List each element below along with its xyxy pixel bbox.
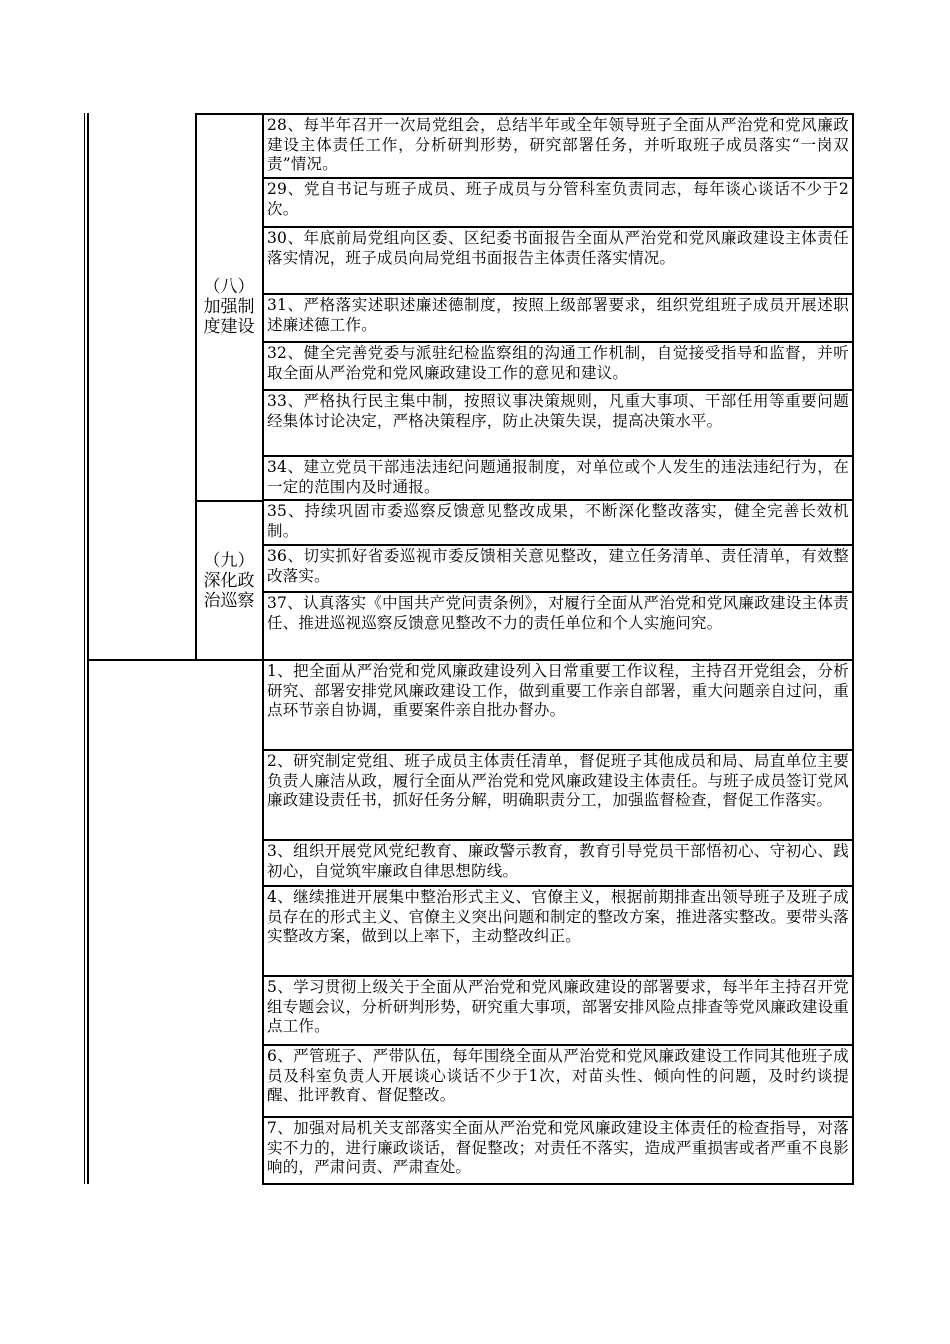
item-cell: 5、学习贯彻上级关于全面从严治党和党风廉政建设的部署要求，每半年主持召开党组专题会议，分析研判形势，研究重大事项，部署安排风险点排查等党风廉政建设重点工作。: [267, 978, 849, 1035]
row-divider: [262, 1044, 854, 1046]
item-cell: 4、继续推进开展集中整治形式主义、官僚主义，根据前期排查出领导班子及班子成员存在的形式主义、官僚主义突出问题和制定的整改方案，推进落实整改。要带头落实整改方案，做到以上率下，主动整改纠正。: [267, 888, 849, 945]
category-label-9: [196, 551, 262, 611]
section-divider-8-9: [195, 500, 263, 502]
item-cell: 35、持续巩固市委巡察反馈意见整改成果，不断深化整改落实，健全完善长效机制。: [267, 502, 849, 540]
row-divider: [262, 591, 854, 593]
category-label-8: [196, 277, 262, 337]
row-divider: [262, 499, 854, 501]
item-cell: 30、年底前局党组向区委、区纪委书面报告全面从严治党和党风廉政建设主体责任落实情况，班子成员向局党组书面报告主体责任落实情况。: [267, 229, 849, 267]
row-divider: [262, 455, 854, 457]
table-left-border-outer: [84, 113, 85, 1184]
item-cell: 6、严管班子、严带队伍，每年围绕全面从严治党和党风廉政建设工作同其他班子成员及科室负责人开展谈心谈话不少于1次，对苗头性、倾向性的问题，及时约谈提醒、批评教育、督促整改。: [267, 1047, 849, 1104]
category-8-line-3: 度建设: [203, 317, 255, 337]
item-cell: 1、把全面从严治党和党风廉政建设列入日常重要工作议程，主持召开党组会，分析研究、部署安排党风廉政建设工作，做到重要工作亲自部署，重大问题亲自过问，重点环节亲自协调，重要案件亲自批办督办。: [267, 662, 849, 719]
category-9-line-3: 治巡察: [203, 591, 255, 611]
row-divider: [262, 341, 854, 343]
row-divider: [262, 226, 854, 228]
item-cell: 32、健全完善党委与派驻纪检监察组的沟通工作机制，自觉接受指导和监督，并听取全面从严治党和党风廉政建设工作的意见和建议。: [267, 344, 849, 382]
row-divider: [262, 544, 854, 546]
category-9-line-2: 深化政: [203, 571, 255, 591]
row-divider: [262, 293, 854, 295]
row-divider: [262, 975, 854, 977]
item-cell: 2、研究制定党组、班子成员主体责任清单，督促班子其他成员和局、局直单位主要负责人廉洁从政，履行全面从严治党和党风廉政建设主体责任。与班子成员签订党风廉政建设责任书，抓好任务分解，明确职责分工，加强监督检查，督促工作落实。: [267, 752, 849, 809]
item-cell: 28、每半年召开一次局党组会，总结半年或全年领导班子全面从严治党和党风廉政建设主体责任工作，分析研判形势，研究部署任务，并听取班子成员落实“一岗双责”情况。: [267, 116, 849, 173]
table-right-border: [852, 113, 854, 1184]
item-cell: 29、党自书记与班子成员、班子成员与分管科室负责同志，每年谈心谈话不少于2次。: [267, 180, 849, 218]
item-cell: 3、组织开展党风党纪教育、廉政警示教育，教育引导党员干部悟初心、守初心、践初心，自觉筑牢廉政自律思想防线。: [267, 842, 849, 880]
table-left-border-inner: [87, 113, 89, 1184]
row-divider: [262, 839, 854, 841]
item-cell: 31、严格落实述职述廉述德制度，按照上级部署要求，组织党组班子成员开展述职述廉述德工作。: [267, 296, 849, 334]
item-cell: 37、认真落实《中国共产党问责条例》，对履行全面从严治党和党风廉政建设主体责任、推进巡视巡察反馈意见整改不力的责任单位和个人实施问究。: [267, 594, 849, 632]
item-cell: 33、严格执行民主集中制，按照议事决策规则，凡重大事项、干部任用等重要问题经集体讨论决定，严格决策程序，防止决策失误，提高决策水平。: [267, 392, 849, 430]
category-9-line-1: （九）: [203, 551, 255, 571]
category-8-line-1: （八）: [203, 277, 255, 297]
category-8-line-2: 加强制: [203, 297, 255, 317]
row-divider: [262, 1116, 854, 1118]
row-divider: [262, 177, 854, 179]
item-cell: 34、建立党员干部违法违纪问题通报制度，对单位或个人发生的违法违纪行为，在一定的范围内及时通报。: [267, 458, 849, 496]
row-divider: [262, 885, 854, 887]
item-cell: 7、加强对局机关支部落实全面从严治党和党风廉政建设主体责任的检查指导，对落实不力的，进行廉政谈话，督促整改；对责任不落实，造成严重损害或者严重不良影响的，严肃问责、严肃查处。: [267, 1119, 849, 1176]
row-divider: [262, 389, 854, 391]
item-cell: 36、切实抓好省委巡视市委反馈相关意见整改，建立任务清单、责任清单，有效整改落实。: [267, 547, 849, 585]
row-divider: [262, 749, 854, 751]
